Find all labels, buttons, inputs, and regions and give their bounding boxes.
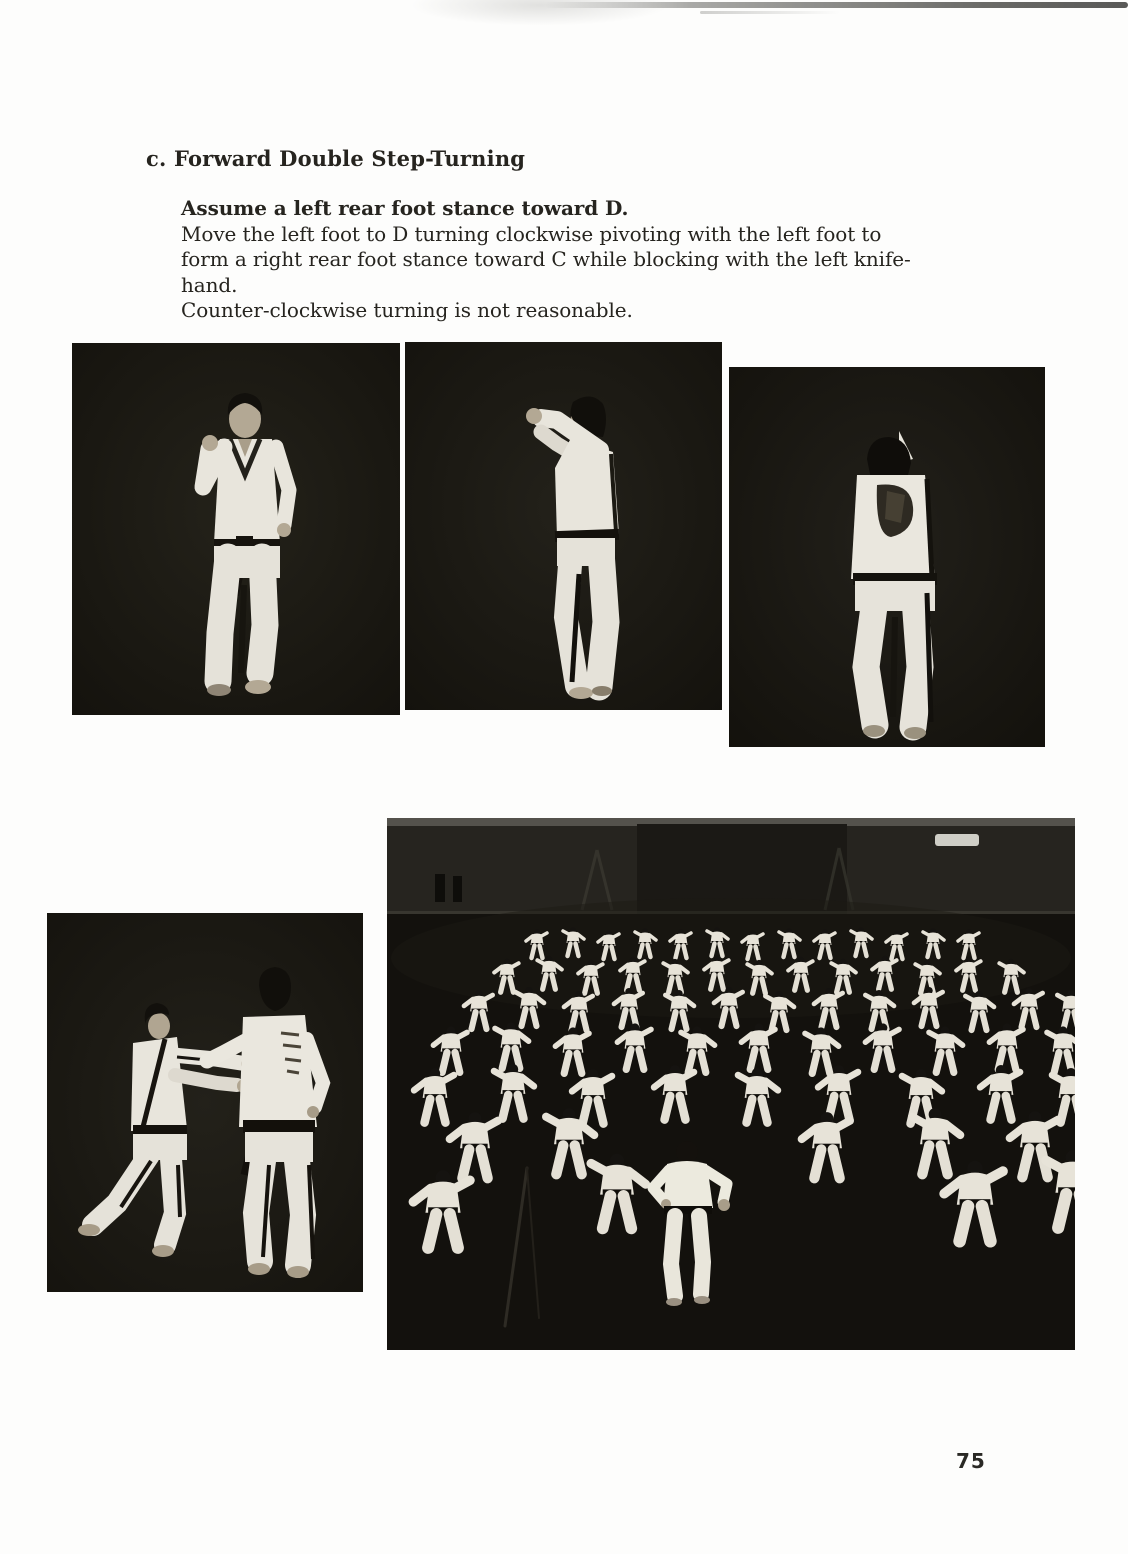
instruction-block	[181, 196, 951, 324]
instruction-line: hand.	[181, 272, 238, 297]
practitioner-back-figure	[851, 431, 937, 739]
photo-step-back-image	[729, 367, 1045, 747]
photo-step-front	[72, 343, 400, 715]
photo-partner-practice	[47, 913, 363, 1292]
photo-step-back	[729, 367, 1045, 747]
photo-step-side-image	[405, 342, 722, 710]
gym-light	[935, 834, 979, 846]
page-number: 75	[956, 1449, 986, 1473]
photo-step-front-image	[72, 343, 400, 715]
instruction-title: Assume a left rear foot stance toward D.	[181, 196, 629, 220]
photo-group-training-image	[387, 818, 1075, 1350]
photo-partner-practice-image	[47, 913, 363, 1292]
scan-smudge-artifact	[410, 0, 670, 26]
section-heading: c. Forward Double Step-Turning	[146, 146, 526, 171]
scan-dash-artifact	[700, 11, 840, 14]
instruction-line: Counter-clockwise turning is not reasonable.	[181, 298, 633, 322]
scan-line-artifact	[545, 2, 1128, 8]
photo-step-side	[405, 342, 722, 710]
instruction-line: Move the left foot to D turning clockwise pivoting with the left foot to	[181, 221, 882, 246]
instruction-line: form a right rear foot stance toward C while blocking with the left knife-	[181, 247, 911, 271]
photo-group-training	[387, 818, 1075, 1350]
